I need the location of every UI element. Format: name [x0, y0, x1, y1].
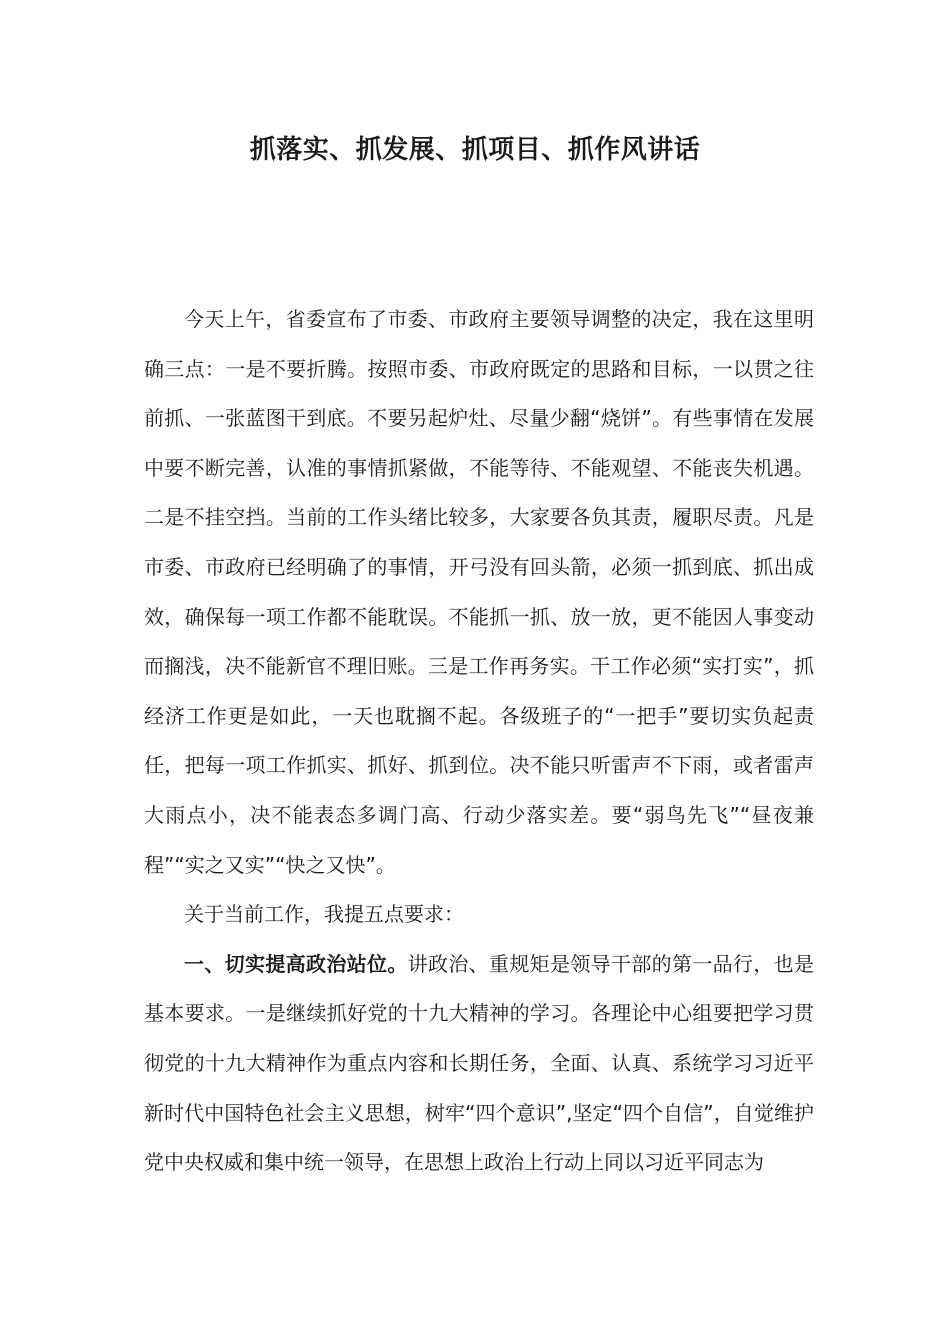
- paragraph-text: 关于当前工作，我提五点要求：: [184, 902, 464, 927]
- paragraph-opening: [144, 295, 814, 890]
- document-title: 抓落实、抓发展、抓项目、抓作风讲话: [249, 135, 701, 165]
- paragraph-text: 讲政治、重规矩是领导干部的第一品行，也是基本要求。一是继续抓好党的十九大精神的学习。各理论中心组要把学习贯彻党的十九大精神作为重点内容和长期任务，全面、认真、系统学习习近平新时代中国特色社会主义思想，树牢“四个意识”,坚定“四个自信”，自觉维护党中央权威和集中统一领导，在思想上政治上行动上同以习近平同志为: [144, 951, 815, 1175]
- paragraph-section-one: [144, 940, 814, 1188]
- document-body: [144, 295, 814, 1188]
- paragraph-text: 今天上午，省委宣布了市委、市政府主要领导调整的决定，我在这里明确三点：一是不要折腾。按照市委、市政府既定的思路和目标，一以贯之往前抓、一张蓝图干到底。不要另起炉灶、尽量少翻“烧饼”。有些事情在发展中要不断完善，认准的事情抓紧做，不能等待、不能观望、不能丧失机遇。二是不挂空挡。当前的工作头绪比较多，大家要各负其责，履职尽责。凡是市委、市政府已经明确了的事情，开弓没有回头箭，必须一抓到底、抓出成效，确保每一项工作都不能耽误。不能抓一抓、放一放，更不能因人事变动而搁浅，决不能新官不理旧账。三是工作再务实。干工作必须“实打实”，抓经济工作更是如此，一天也耽搁不起。各级班子的“一把手”要切实负起责任，把每一项工作抓实、抓好、抓到位。决不能只听雷声不下雨，或者雷声大雨点小，决不能表态多调门高、行动少落实差。要“弱鸟先飞”“昼夜兼程”“实之又实”“快之又快”。: [144, 307, 814, 877]
- section-heading: 一、切实提高政治站位。: [184, 951, 408, 976]
- paragraph-requirements-intro: [144, 890, 814, 940]
